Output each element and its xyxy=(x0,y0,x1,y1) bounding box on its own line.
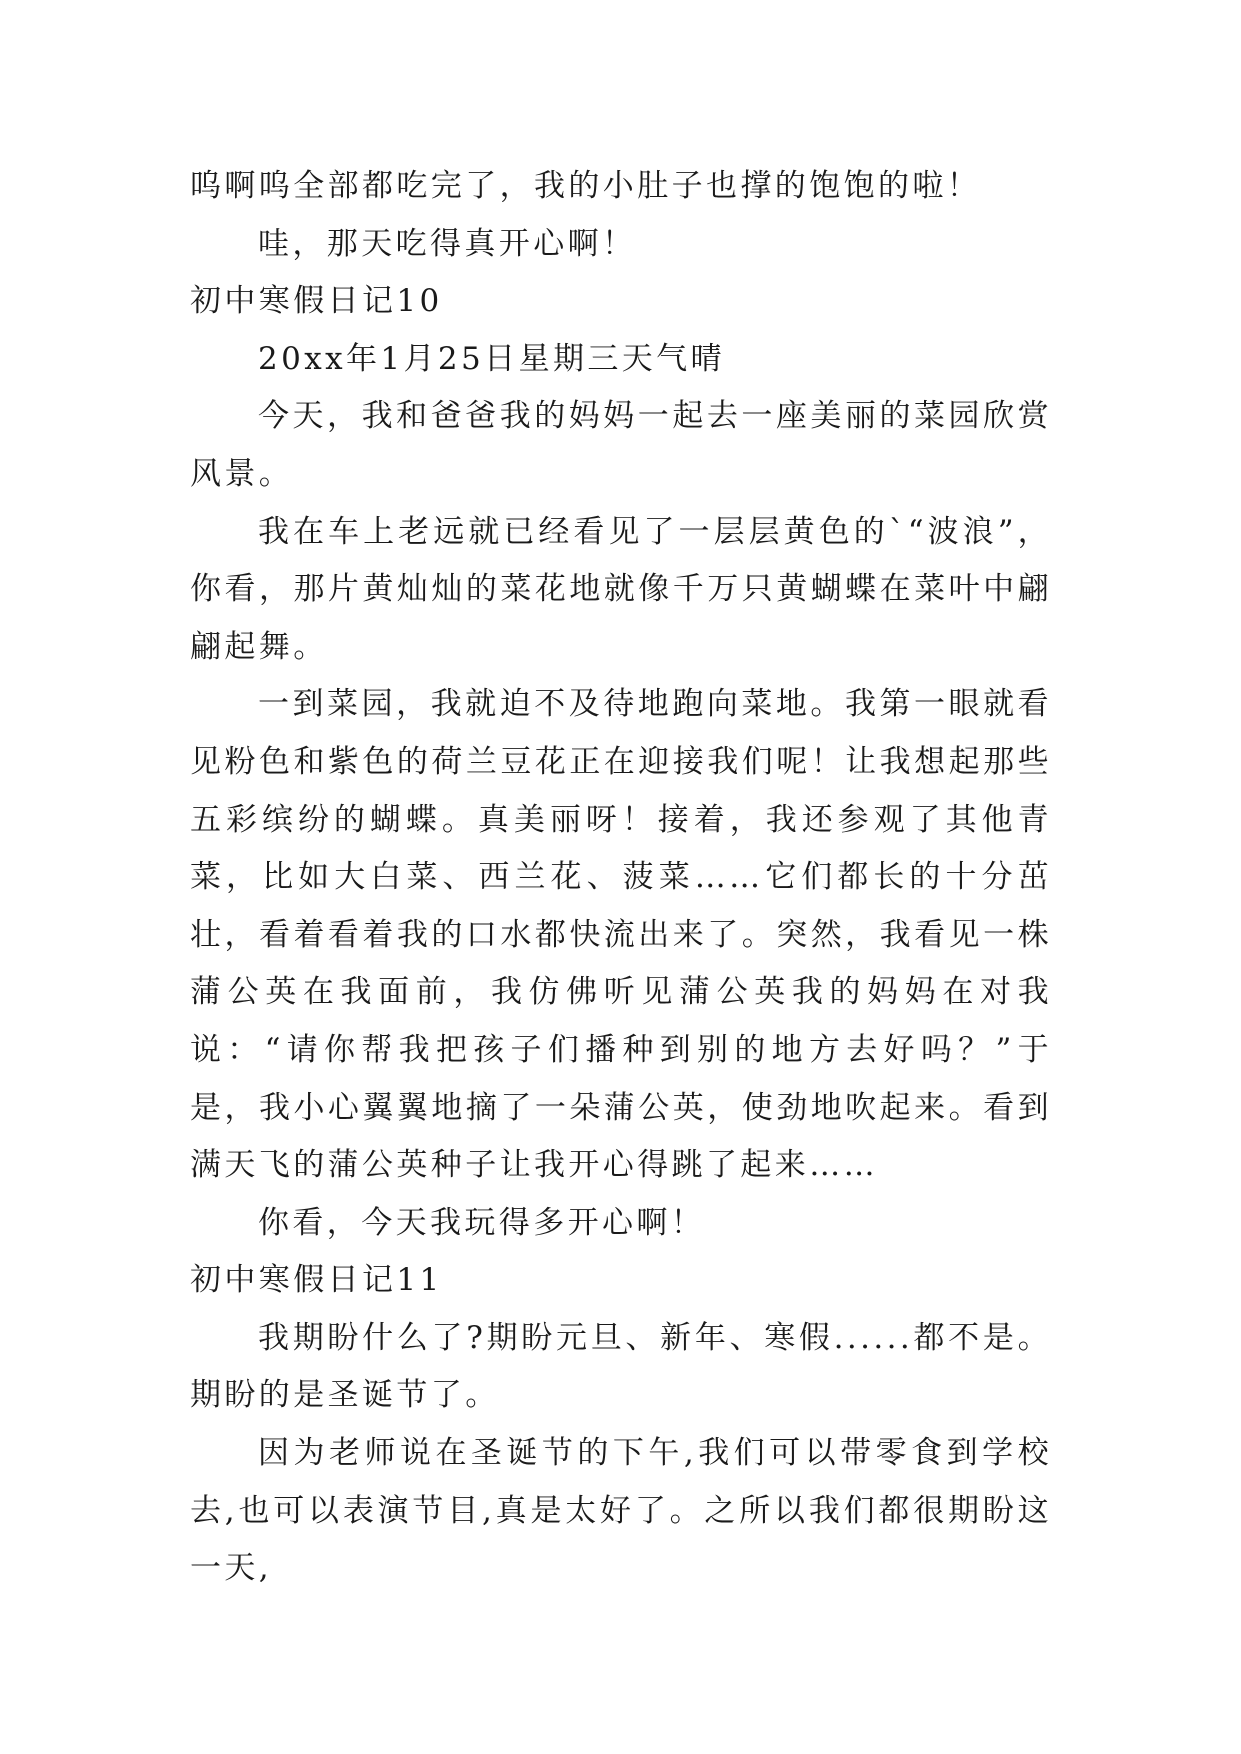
document-body xyxy=(190,158,1052,1598)
paragraph: 因为老师说在圣诞节的下午,我们可以带零食到学校去,也可以表演节目,真是太好了。之所以我们都很期盼这一天, xyxy=(190,1435,1052,1587)
paragraph: 你看，今天我玩得多开心啊！ xyxy=(258,1204,706,1241)
section-heading: 初中寒假日记10 xyxy=(190,283,443,320)
section-heading: 初中寒假日记11 xyxy=(190,1262,443,1299)
paragraph: 哇，那天吃得真开心啊！ xyxy=(258,225,637,262)
paragraph: 今天，我和爸爸我的妈妈一起去一座美丽的菜园欣赏风景。 xyxy=(190,398,1052,492)
paragraph: 一到菜园，我就迫不及待地跑向菜地。我第一眼就看见粉色和紫色的荷兰豆花正在迎接我们呢！让我想起那些五彩缤纷的蝴蝶。真美丽呀！接着，我还参观了其他青菜，比如大白菜、西兰花、菠菜……它们都长的十分茁壮，看着看着我的口水都快流出来了。突然，我看见一株蒲公英在我面前，我仿佛听见蒲公英我的妈妈在对我说：“请你帮我把孩子们播种到别的地方去好吗？”于是，我小心翼翼地摘了一朵蒲公英，使劲地吹起来。看到满天飞的蒲公英种子让我开心得跳了起来…… xyxy=(190,686,1052,1184)
paragraph: 我在车上老远就已经看见了一层层黄色的`“波浪”，你看，那片黄灿灿的菜花地就像千万只黄蝴蝶在菜叶中翩翩起舞。 xyxy=(190,513,1052,665)
date-line: 20xx年1月25日星期三天气晴 xyxy=(258,340,725,377)
paragraph: 呜啊呜全部都吃完了，我的小肚子也撑的饱饱的啦！ xyxy=(190,168,982,204)
paragraph: 我期盼什么了?期盼元旦、新年、寒假......都不是。期盼的是圣诞节了。 xyxy=(190,1319,1052,1414)
